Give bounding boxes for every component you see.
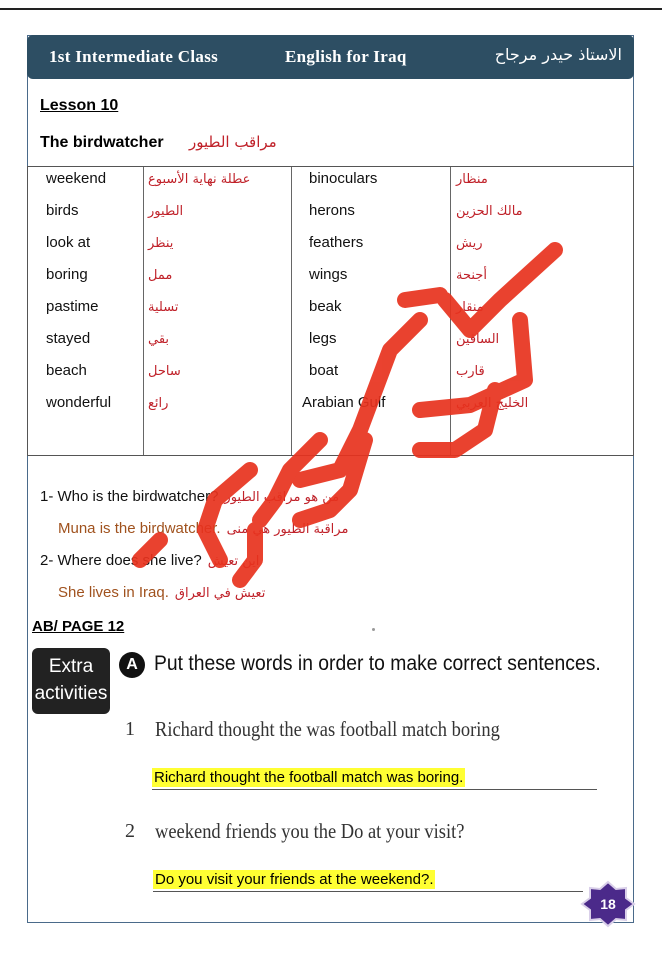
subject-name: English for Iraq: [285, 47, 407, 66]
table-divider: [291, 167, 292, 455]
vocab-english: stayed: [46, 330, 91, 347]
vocab-english: weekend: [46, 170, 107, 187]
table-divider: [450, 167, 451, 455]
vocab-english: herons: [309, 202, 355, 219]
extra-activities-box: [32, 648, 110, 714]
extra-label-line2: activities: [34, 683, 108, 704]
exercise-scrambled-words: Richard thought the was football match boring: [155, 717, 500, 741]
vocab-arabic: عطلة نهاية الأسبوع: [148, 172, 251, 187]
vocab-english: birds: [46, 202, 79, 219]
answer-text: She lives in Iraq.: [58, 584, 169, 601]
question-text: 2- Where does she live?: [40, 552, 202, 569]
exercise-scrambled-words: weekend friends you the Do at your visit?: [155, 819, 465, 843]
vocab-arabic: منظار: [456, 172, 488, 187]
vocab-english: binoculars: [309, 170, 378, 187]
exercise-answer: Richard thought the football match was boring.: [154, 769, 464, 786]
question-2: [40, 552, 259, 569]
vocab-arabic: الساقين: [456, 332, 500, 347]
vocab-arabic: ينظر: [148, 236, 174, 251]
vocab-english: beak: [309, 298, 342, 315]
vocab-arabic: رائع: [148, 396, 169, 411]
answer-2: [58, 584, 265, 601]
answer-arabic: مراقبة الطيور هي منى: [226, 522, 349, 537]
vocab-english: beach: [46, 362, 87, 379]
vocab-english: boat: [309, 362, 339, 379]
vocab-english: legs: [309, 330, 337, 347]
vocab-english: wonderful: [46, 394, 112, 411]
page-number: 18: [600, 896, 616, 912]
vocab-arabic: الخليج العربي: [456, 396, 529, 411]
extra-label-line1: Extra: [48, 656, 94, 677]
vocab-arabic: تسلية: [148, 300, 179, 315]
vocab-english: Arabian Gulf: [302, 394, 386, 411]
exercise-number: 2: [125, 820, 135, 842]
vocab-english: pastime: [46, 298, 99, 315]
exercise-number: 1: [125, 718, 135, 740]
top-rule: [0, 8, 662, 10]
vocab-arabic: الطيور: [148, 204, 184, 219]
answer-1: [58, 520, 348, 537]
question-arabic: من هو مراقب الطيور: [224, 490, 340, 505]
question-text: 1- Who is the birdwatcher?: [40, 488, 219, 505]
vocab-english: boring: [46, 266, 88, 283]
vocab-arabic: ريش: [456, 236, 483, 251]
answer-line: [153, 891, 583, 892]
exercise-instruction: Put these words in order to make correct sentences.: [154, 652, 601, 675]
lesson-title-arabic: مراقب الطيور: [189, 133, 277, 151]
lesson-number: Lesson 10: [40, 97, 119, 114]
vocab-arabic: منقار: [456, 300, 484, 315]
vocab-arabic: قارب: [456, 364, 485, 379]
vocab-arabic: ممل: [148, 268, 173, 283]
vocabulary-table: [27, 166, 634, 456]
class-name: 1st Intermediate Class: [49, 47, 219, 66]
teacher-name: الاستاذ حيدر مرجاح: [494, 45, 622, 64]
question-1: [40, 488, 339, 505]
exercise-answer: Do you visit your friends at the weekend?.: [155, 871, 434, 888]
lesson-title-english: The birdwatcher: [40, 134, 164, 151]
table-divider: [143, 167, 144, 455]
vocab-english: feathers: [309, 234, 364, 251]
speck: [372, 628, 375, 631]
section-a-badge: A: [119, 652, 145, 678]
answer-arabic: تعيش في العراق: [174, 586, 266, 601]
answer-text: Muna is the birdwatcher.: [58, 520, 221, 537]
vocab-arabic: بقي: [148, 332, 170, 347]
vocab-arabic: ساحل: [148, 364, 181, 379]
ab-page-heading: AB/ PAGE 12: [32, 618, 125, 635]
answer-line: [152, 789, 597, 790]
header-bar: [27, 35, 634, 79]
vocab-arabic: مالك الحزين: [456, 204, 523, 219]
vocab-arabic: أجنحة: [456, 268, 487, 283]
question-arabic: اين تعيش: [207, 554, 260, 569]
vocab-english: look at: [46, 234, 91, 251]
vocab-english: wings: [309, 266, 348, 283]
